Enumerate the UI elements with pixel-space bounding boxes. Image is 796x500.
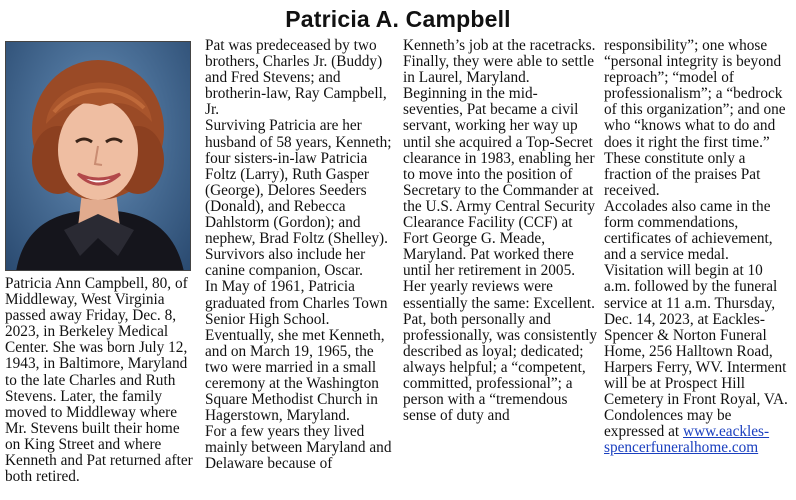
- condolences-text: Condolences may be expressed at: [604, 407, 732, 441]
- column-2: [205, 38, 395, 500]
- marriage-paragraph: In May of 1961, Patricia graduated from Charles Town Senior High School. Eventually, she met Kenneth, and on March 19, 1965, the two were married in a small ceremony at the Washington Square Methodist Church in Hagerstown, Maryland.: [205, 278, 388, 425]
- portrait-photo: [5, 41, 191, 271]
- obituary-intro-paragraph: Patricia Ann Campbell, 80, of Middleway, West Virginia passed away Friday, Dec. 8, 2023, in Berkeley Medical Center. She was born July 12, 1943, in Baltimore, Maryland to the late Charles and Ruth Stevens. Later, the family moved to Middleway where Mr. Stevens built their home on King Street and where Kenneth and Pat returned after both retired.: [5, 275, 193, 486]
- services-paragraph: Visitation will begin at 10 a.m. followed by the funeral service at 11 a.m. Thursday, Dec. 14, 2023, at Eackles-Spencer & Norton Funeral Home, 256 Halltown Road, Harpers Ferry, WV. Interment will be at Prospect Hill Cemetery in Front Royal, VA.: [604, 262, 788, 409]
- funeral-home-link[interactable]: www.eackles-spencerfuneralhome.com: [604, 423, 770, 457]
- praise-paragraph: responsibility”; one whose “personal integrity is beyond reproach”; “model of professionalism”; a “bedrock of this organization”; and one who “knows what to do and does it right the first time.” These constitute only a fraction of the praises Pat received.: [604, 38, 786, 199]
- early-years-paragraph: For a few years they lived mainly between Maryland and Delaware because of: [205, 423, 392, 473]
- column-4: [604, 38, 792, 500]
- survivors-paragraph: Surviving Patricia are her husband of 58 years, Kenneth; four sisters-in-law Patricia Foltz (Larry), Ruth Gasper (George), Delores Seeders (Donald), and Rebecca Dahlstorm (Gordon); and nephew, Brad Foltz (Shelley). Survivors also include her canine companion, Oscar.: [205, 117, 392, 280]
- predeceased-paragraph: Pat was predeceased by two brothers, Charles Jr. (Buddy) and Fred Stevens; and brotherin-law, Ray Campbell, Jr.: [205, 38, 387, 119]
- career-paragraph: Beginning in the mid-seventies, Pat became a civil servant, working her way up until she acquired a Top-Secret clearance in 1983, enabling her to move into the position of Secretary to the Commander at the U.S. Army Central Security Clearance Facility (CCF) at Fort George G. Meade, Maryland. Pat worked there until her retirement in 2005.: [403, 85, 596, 280]
- accolades-paragraph: Accolades also came in the form commendations, certificates of achievement, and a service medal.: [604, 197, 773, 264]
- condolences-paragraph: [604, 408, 792, 456]
- column-3: [403, 38, 597, 500]
- reviews-paragraph: Her yearly reviews were essentially the same: Excellent. Pat, both personally and professionally, was consistently described as loyal; dedicated; always helpful; a “competent, committed, professional”; a person with a “tremendous sense of duty and: [403, 278, 597, 425]
- portrait-illustration: [6, 42, 191, 271]
- column-1: [5, 38, 197, 500]
- laurel-paragraph: Kenneth’s job at the racetracks. Finally, they were able to settle in Laurel, Maryland.: [403, 38, 596, 87]
- obituary-title: Patricia A. Campbell: [285, 6, 511, 32]
